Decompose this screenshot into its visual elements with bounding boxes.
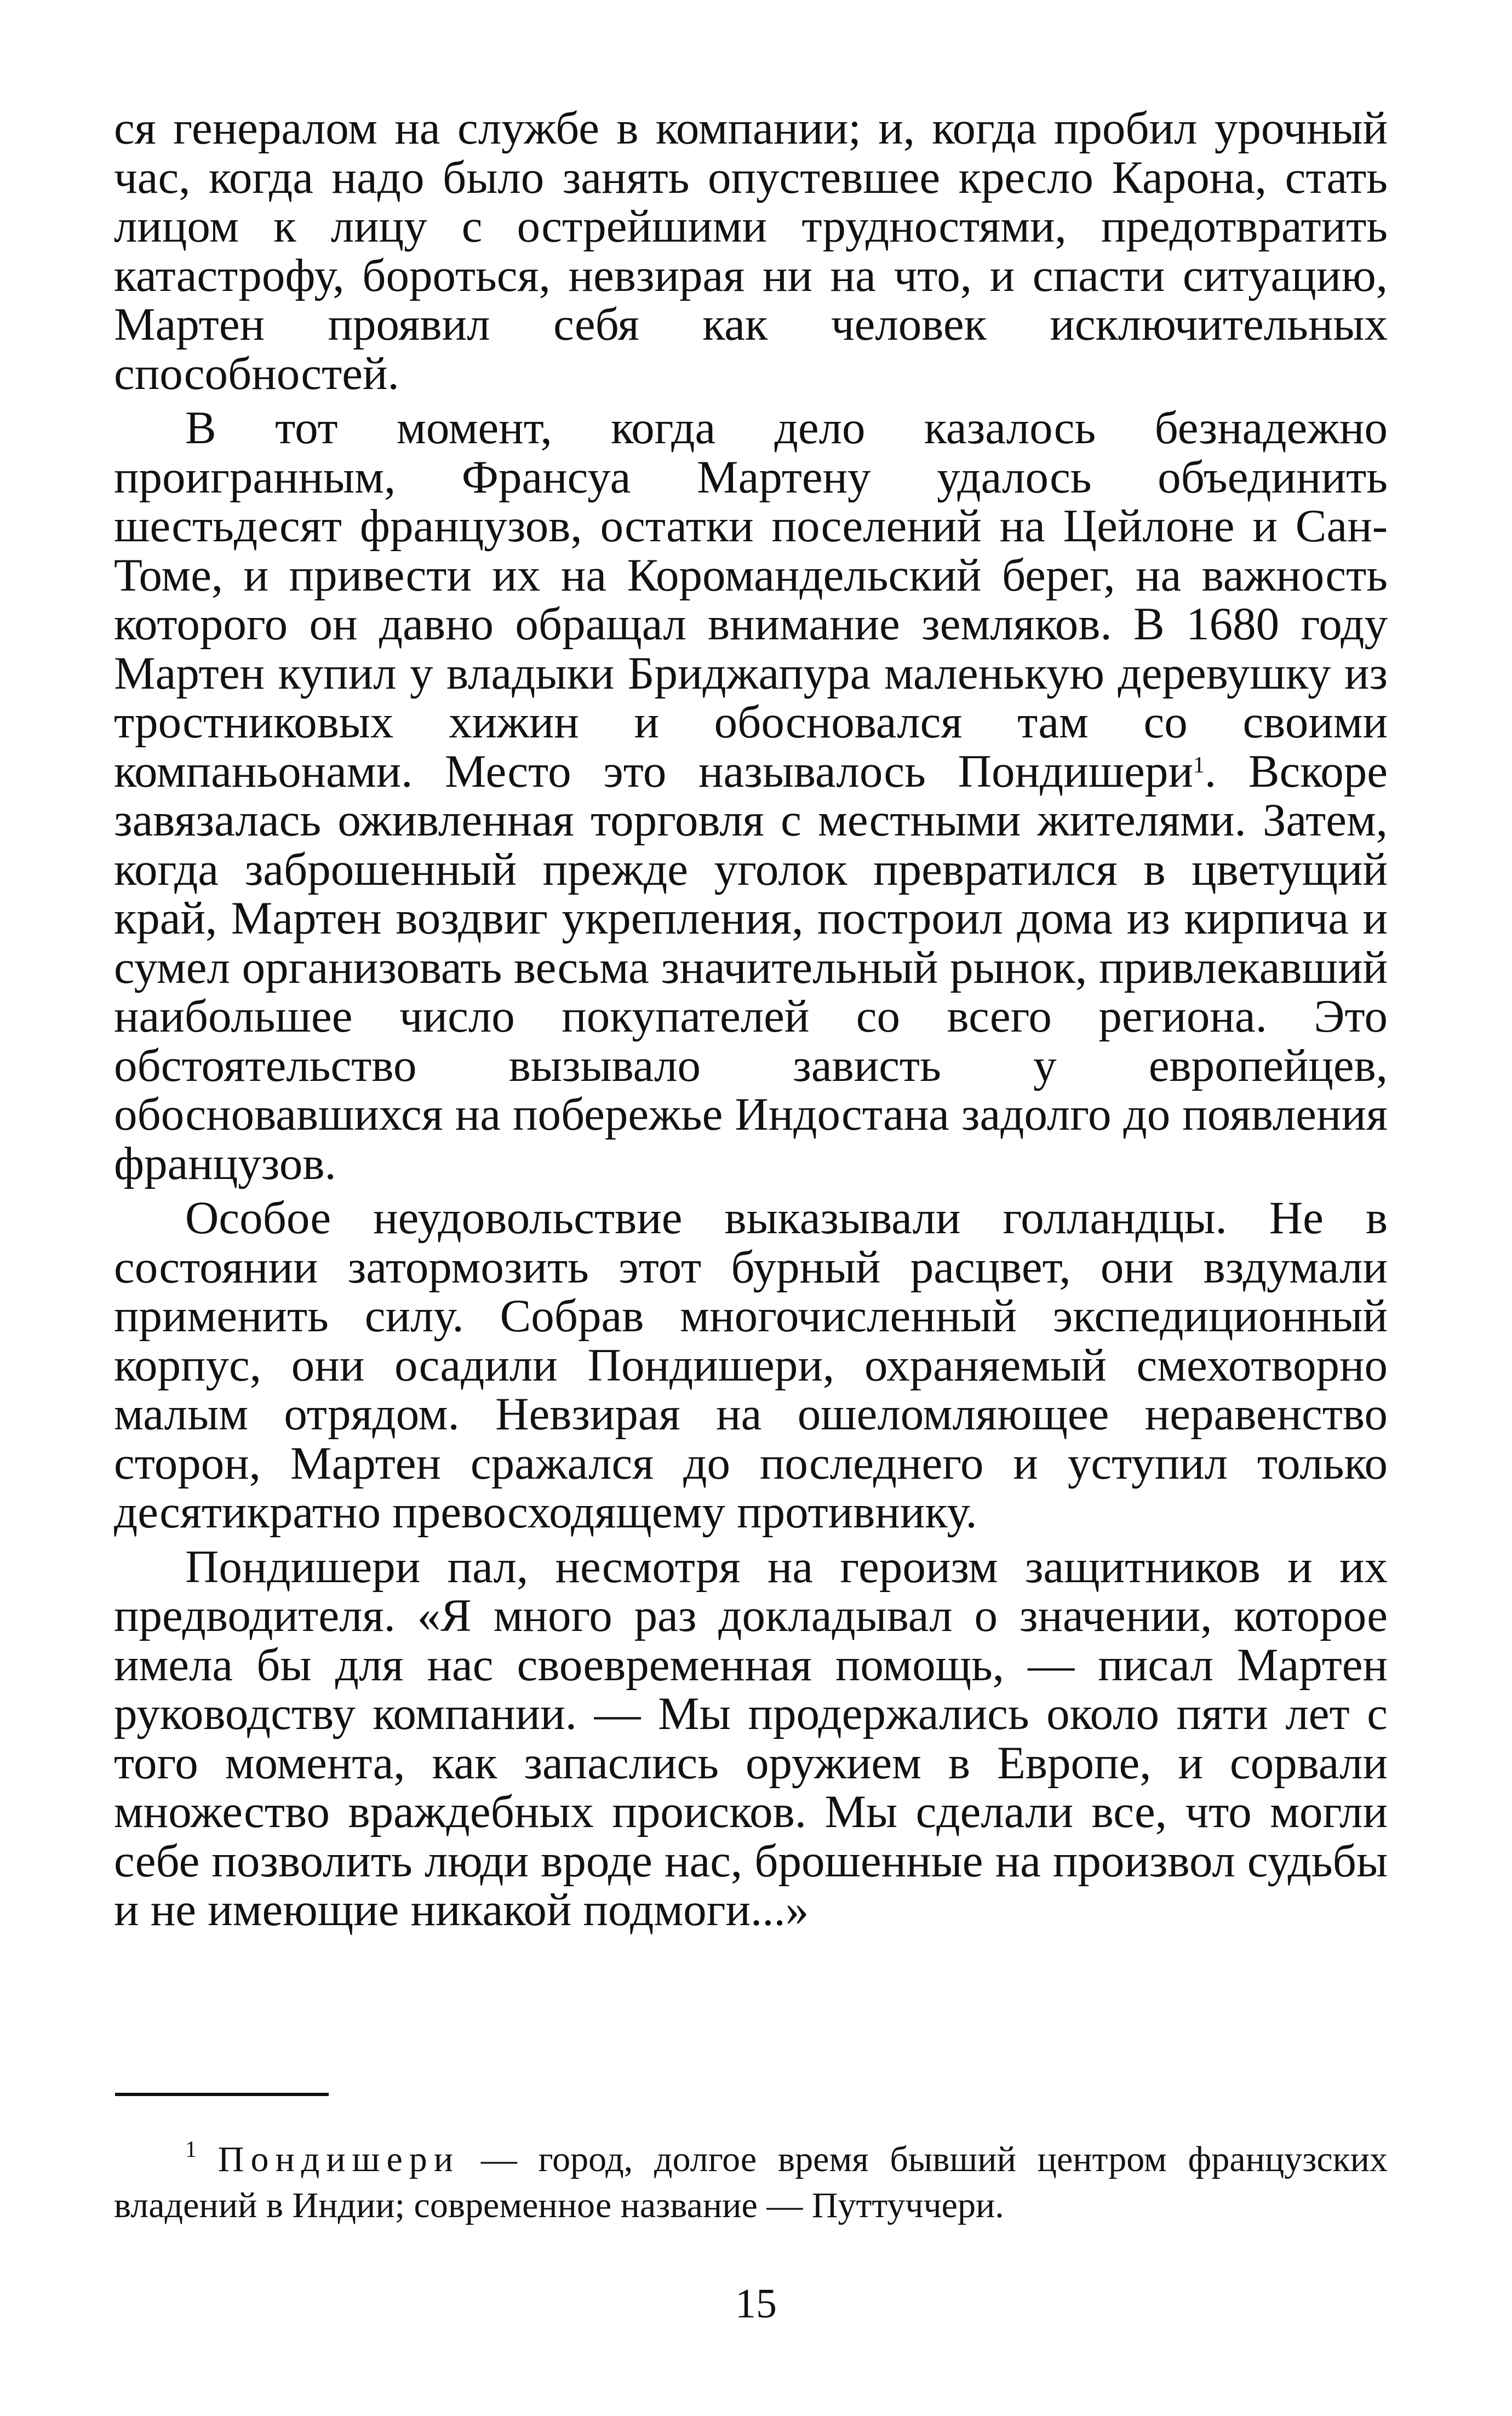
footnote: [114, 2137, 1388, 2229]
main-text: [114, 104, 1388, 1935]
page-number: 15: [735, 2281, 777, 2327]
footnote-divider: [115, 2093, 329, 2096]
paragraph-1: ся генералом на службе в компании; и, когда пробил урочный час, когда надо было занять опустевшее кресло Карона, стать лицом к лицу с острейшими трудностями, предотвратить катастрофу, бороться, невзирая ни на что, и спасти ситуацию, Мартен проявил себя как человек исключительных способностей.: [114, 102, 1388, 399]
footnote-reference[interactable]: 1: [1193, 752, 1205, 778]
paragraph-2-period: .: [1204, 745, 1217, 797]
paragraph-3: Особое неудовольствие выказывали голландцы. Не в состоянии затормозить этот бурный расцвет, они вздумали применить силу. Собрав многочисленный экспедиционный корпус, они осадили Пондишери, охраняемый смехотворно малым отрядом. Невзирая на ошеломляющее неравенство сторон, Мартен сражался до последнего и уступил только десятикратно превосходящему противнику.: [114, 1192, 1388, 1538]
paragraph-2-text: В тот момент, когда дело казалось безнадежно проигранным, Франсуа Мартену удалось объединить шестьдесят французов, остатки поселений на Цейлоне и Сан-Томе, и привести их на Коромандельский берег, на важность которого он давно обращал внимание земляков. В 1680 году Мартен купил у владыки Бриджапура маленькую деревушку из тростниковых хижин и обосновался там со своими компаньонами. Место это называлось Пондишери: [114, 402, 1388, 797]
footnote-text: — город, долгое время бывший центром французских владений в Индии; современное название — Путтуччери.: [114, 2139, 1388, 2225]
paragraph-2-continuation: Вскоре завязалась оживленная торговля с местными жителями. Затем, когда заброшенный прежде уголок превратился в цветущий край, Мартен воздвиг укрепления, построил дома из кирпича и сумел организовать весьма значительный рынок, привлекавший наибольшее число покупателей со всего региона. Это обстоятельство вызывало зависть у европейцев, обосновавшихся на побережье Индостана задолго до появления французов.: [114, 745, 1388, 1189]
paragraph-4: Пондишери пал, несмотря на героизм защитников и их предводителя. «Я много раз докладывал о значении, которое имела бы для нас своевременная помощь, — писал Мартен руководству компании. — Мы продержались около пяти лет с того момента, как запаслись оружием в Европе, и сорвали множество враждебных происков. Мы сделали все, что могли себе позволить люди вроде нас, брошенные на произвол судьбы и не имеющие никакой подмоги...»: [114, 1541, 1388, 1936]
footnote-mark: 1: [185, 2137, 197, 2162]
paragraph-2: [114, 404, 1388, 1188]
footnote-term: Пондишери: [217, 2139, 460, 2179]
